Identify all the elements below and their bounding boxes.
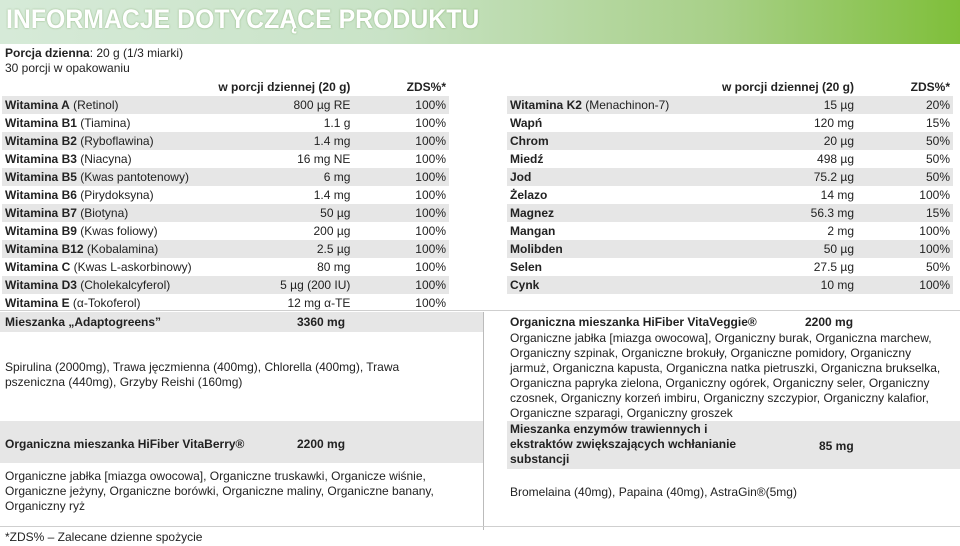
nutrient-label: Selen <box>510 260 543 274</box>
nutrient-name <box>2 186 215 204</box>
nutrient-name <box>507 114 707 132</box>
nutrient-label: Chrom <box>510 134 549 148</box>
nutrient-amount: 75.2 µg <box>707 168 857 186</box>
header-amount: w porcji dziennej (20 g) <box>707 78 857 96</box>
nutrient-detail: (α-Tokoferol) <box>69 296 141 310</box>
table-row <box>507 258 953 276</box>
nutrient-detail: (Biotyna) <box>76 206 129 220</box>
nutrient-label: Witamina B3 <box>5 152 77 166</box>
divider <box>0 310 960 311</box>
table-row <box>507 204 953 222</box>
nutrient-amount: 120 mg <box>813 116 854 130</box>
table-row <box>507 168 953 186</box>
table-row <box>2 204 449 222</box>
blend-ingredients: Spirulina (2000mg), Trawa jęczmienna (400mg), Chlorella (400mg), Trawa pszeniczna (440mg), Grzyby Reishi (160mg) <box>5 360 400 389</box>
nutrient-pct: 100% <box>353 132 449 150</box>
blend-header <box>0 312 483 332</box>
nutrient-pct: 100% <box>857 276 953 294</box>
nutrient-detail: (Kobalamina) <box>83 242 159 256</box>
blend-name: Organiczna mieszanka HiFiber VitaBerry® <box>5 437 245 451</box>
nutrient-pct: 15% <box>925 116 950 130</box>
nutrient-name <box>507 150 707 168</box>
nutrient-pct: 50% <box>857 132 953 150</box>
table-row <box>507 276 953 294</box>
nutrient-pct: 100% <box>415 224 446 238</box>
nutrient-amount: 2.5 µg <box>215 240 353 258</box>
nutrient-amount: 200 µg <box>313 224 351 238</box>
table-row <box>2 258 449 276</box>
nutrient-name <box>2 96 215 114</box>
table-row <box>507 222 953 240</box>
nutrient-amount: 15 µg <box>707 96 857 114</box>
page-title: INFORMACJE DOTYCZĄCE PRODUKTU <box>6 4 480 34</box>
nutrient-pct: 100% <box>919 224 950 238</box>
nutrient-name <box>2 150 215 168</box>
dose-value: : 20 g (1/3 miarki) <box>89 46 184 60</box>
dose-label: Porcja dzienna <box>5 46 90 60</box>
nutrient-pct: 100% <box>857 240 953 258</box>
nutrient-amount: 498 µg <box>817 152 854 166</box>
servings-text: 30 porcji w opakowaniu <box>5 61 130 75</box>
blend-amount: 85 mg <box>819 439 854 453</box>
blend-name: Mieszanka enzymów trawiennych i ekstraktów zwiększających wchłanianie substancji <box>510 422 737 466</box>
nutrient-amount: 5 µg (200 IU) <box>215 276 353 294</box>
nutrient-name <box>507 132 707 150</box>
nutrient-label: Witamina E <box>5 296 70 310</box>
footnote: *ZDS% – Zalecane dzienne spożycie <box>5 530 203 544</box>
nutrient-amount: 1.4 mg <box>313 188 351 202</box>
nutrient-pct: 100% <box>353 276 449 294</box>
column-divider <box>483 312 484 530</box>
nutrient-pct: 20% <box>857 96 953 114</box>
nutrient-pct: 100% <box>353 240 449 258</box>
nutrient-label: Molibden <box>510 242 563 256</box>
nutrient-label: Witamina B6 <box>5 188 77 202</box>
nutrient-label: Witamina B7 <box>5 206 77 220</box>
nutrient-label: Witamina A <box>5 98 70 112</box>
nutrient-amount: 800 µg RE <box>215 96 353 114</box>
blend-amount: 2200 mg <box>805 315 854 329</box>
blend-ingredients: Bromelaina (40mg), Papaina (40mg), AstraGin®(5mg) <box>510 485 797 499</box>
nutrient-amount: 56.3 mg <box>707 204 857 222</box>
nutrient-pct: 15% <box>857 204 953 222</box>
blend-amount: 3360 mg <box>297 315 346 329</box>
nutrient-label: Miedź <box>510 152 544 166</box>
nutrient-amount: 1.4 mg <box>215 132 353 150</box>
nutrient-amount: 80 mg <box>317 260 351 274</box>
nutrient-label: Wapń <box>510 116 543 130</box>
table-row <box>2 96 449 114</box>
nutrient-name <box>2 204 215 222</box>
nutrient-label: Witamina B1 <box>5 116 77 130</box>
blend-amount: 2200 mg <box>297 437 346 451</box>
table-row <box>2 222 449 240</box>
nutrient-label: Żelazo <box>510 188 548 202</box>
nutrient-pct: 100% <box>415 116 446 130</box>
table-row <box>2 168 449 186</box>
nutrient-amount: 12 mg α-TE <box>287 296 351 310</box>
nutrient-label: Jod <box>510 170 532 184</box>
nutrient-detail: (Kwas L-askorbinowy) <box>70 260 192 274</box>
nutrient-amount: 50 µg <box>215 204 353 222</box>
nutrient-amount: 6 mg <box>215 168 353 186</box>
blend-header <box>507 312 960 331</box>
nutrient-detail: (Tiamina) <box>76 116 131 130</box>
nutrient-name <box>507 276 707 294</box>
nutrient-name <box>507 222 707 240</box>
table-row <box>507 240 953 258</box>
nutrient-detail: (Retinol) <box>69 98 119 112</box>
nutrient-name <box>2 132 215 150</box>
table-row <box>507 186 953 204</box>
nutrient-pct: 50% <box>925 260 950 274</box>
nutrient-pct: 100% <box>415 152 446 166</box>
nutrient-pct: 100% <box>353 204 449 222</box>
nutrient-amount: 2 mg <box>827 224 854 238</box>
nutrient-detail: (Cholekalcyferol) <box>76 278 171 292</box>
table-row <box>507 114 953 132</box>
table-row <box>2 240 449 258</box>
table-row <box>507 96 953 114</box>
blend-ingredients: Organiczne jabłka [miazga owocowa], Organiczny burak, Organiczna marchew, Organiczny szpinak, Organiczne brokuły, Organiczne pomidory, Organiczny jarmuż, Organiczna kapusta, Organiczna natka pietruszki, Organiczna brukselka, Organiczna papryka zielona, Organiczny ogórek, Organiczny seler, Organiczny czosnek, Organiczny korzeń imbiru, Organiczny szczypior, Organiczny kalafior, Organiczne szparagi, Organiczny groszek <box>510 331 941 420</box>
nutrient-detail: (Kwas pantotenowy) <box>76 170 189 184</box>
nutrient-label: Witamina B2 <box>5 134 77 148</box>
blend-name: Organiczna mieszanka HiFiber VitaVeggie® <box>510 315 757 329</box>
blend-vitaveggie <box>507 312 960 420</box>
nutrient-label: Magnez <box>510 206 555 220</box>
nutrient-label: Witamina C <box>5 260 71 274</box>
blend-adaptogreens <box>0 312 483 389</box>
blend-header <box>0 421 483 463</box>
nutrient-name <box>507 168 707 186</box>
nutrient-detail: (Ryboflawina) <box>76 134 154 148</box>
nutrient-pct: 100% <box>415 296 446 310</box>
nutrient-name <box>2 276 215 294</box>
nutrient-label: Cynk <box>510 278 540 292</box>
table-row <box>2 150 449 168</box>
blend-vitaberry <box>0 421 483 513</box>
nutrient-pct: 50% <box>925 152 950 166</box>
table-row <box>2 276 449 294</box>
nutrient-amount: 14 mg <box>820 188 854 202</box>
nutrient-amount: 27.5 µg <box>813 260 854 274</box>
vitamins-table-left <box>2 78 449 312</box>
minerals-table-right <box>507 78 953 294</box>
nutrient-name <box>2 114 215 132</box>
intro-block <box>5 46 183 76</box>
header-pct: ZDS%* <box>857 78 953 96</box>
nutrient-pct: 100% <box>919 188 950 202</box>
nutrient-name <box>2 168 215 186</box>
nutrient-label: Witamina D3 <box>5 278 77 292</box>
nutrient-pct: 100% <box>353 168 449 186</box>
nutrient-name <box>507 258 707 276</box>
header-banner <box>0 0 960 44</box>
table-row <box>507 150 953 168</box>
nutrient-pct: 50% <box>857 168 953 186</box>
nutrient-name <box>507 96 707 114</box>
nutrient-amount: 1.1 g <box>323 116 351 130</box>
blend-enzymes <box>507 421 960 499</box>
nutrient-name <box>2 258 215 276</box>
nutrient-label: Mangan <box>510 224 556 238</box>
nutrient-name <box>507 204 707 222</box>
nutrient-name <box>507 186 707 204</box>
nutrient-pct: 100% <box>353 96 449 114</box>
nutrient-name <box>2 222 215 240</box>
header-amount: w porcji dziennej (20 g) <box>215 78 353 96</box>
nutrient-amount: 50 µg <box>707 240 857 258</box>
nutrient-pct: 100% <box>415 260 446 274</box>
nutrient-label: Witamina K2 <box>510 98 582 112</box>
table-row <box>2 132 449 150</box>
nutrient-detail: (Menachinon-7) <box>581 98 670 112</box>
table-row <box>2 186 449 204</box>
blend-header <box>507 421 960 469</box>
nutrient-amount: 20 µg <box>707 132 857 150</box>
nutrient-label: Witamina B12 <box>5 242 84 256</box>
nutrient-pct: 100% <box>415 188 446 202</box>
blend-ingredients: Organiczne jabłka [miazga owocowa], Organiczne truskawki, Organicze wiśnie, Organiczne jeżyny, Organiczne borówki, Organiczne maliny, Organiczne banany, Organiczny ryż <box>5 469 434 513</box>
header-pct: ZDS%* <box>353 78 449 96</box>
table-row <box>2 114 449 132</box>
nutrient-label: Witamina B9 <box>5 224 77 238</box>
nutrient-name <box>2 240 215 258</box>
nutrient-name <box>507 240 707 258</box>
table-header <box>507 78 953 96</box>
nutrient-label: Witamina B5 <box>5 170 77 184</box>
divider <box>0 526 960 527</box>
nutrient-detail: (Kwas foliowy) <box>76 224 158 238</box>
nutrient-amount: 10 mg <box>707 276 857 294</box>
blend-name: Mieszanka „Adaptogreens” <box>5 315 162 329</box>
nutrient-amount: 16 mg NE <box>297 152 351 166</box>
nutrient-detail: (Pirydoksyna) <box>76 188 154 202</box>
table-row <box>507 132 953 150</box>
nutrient-detail: (Niacyna) <box>76 152 132 166</box>
table-header <box>2 78 449 96</box>
